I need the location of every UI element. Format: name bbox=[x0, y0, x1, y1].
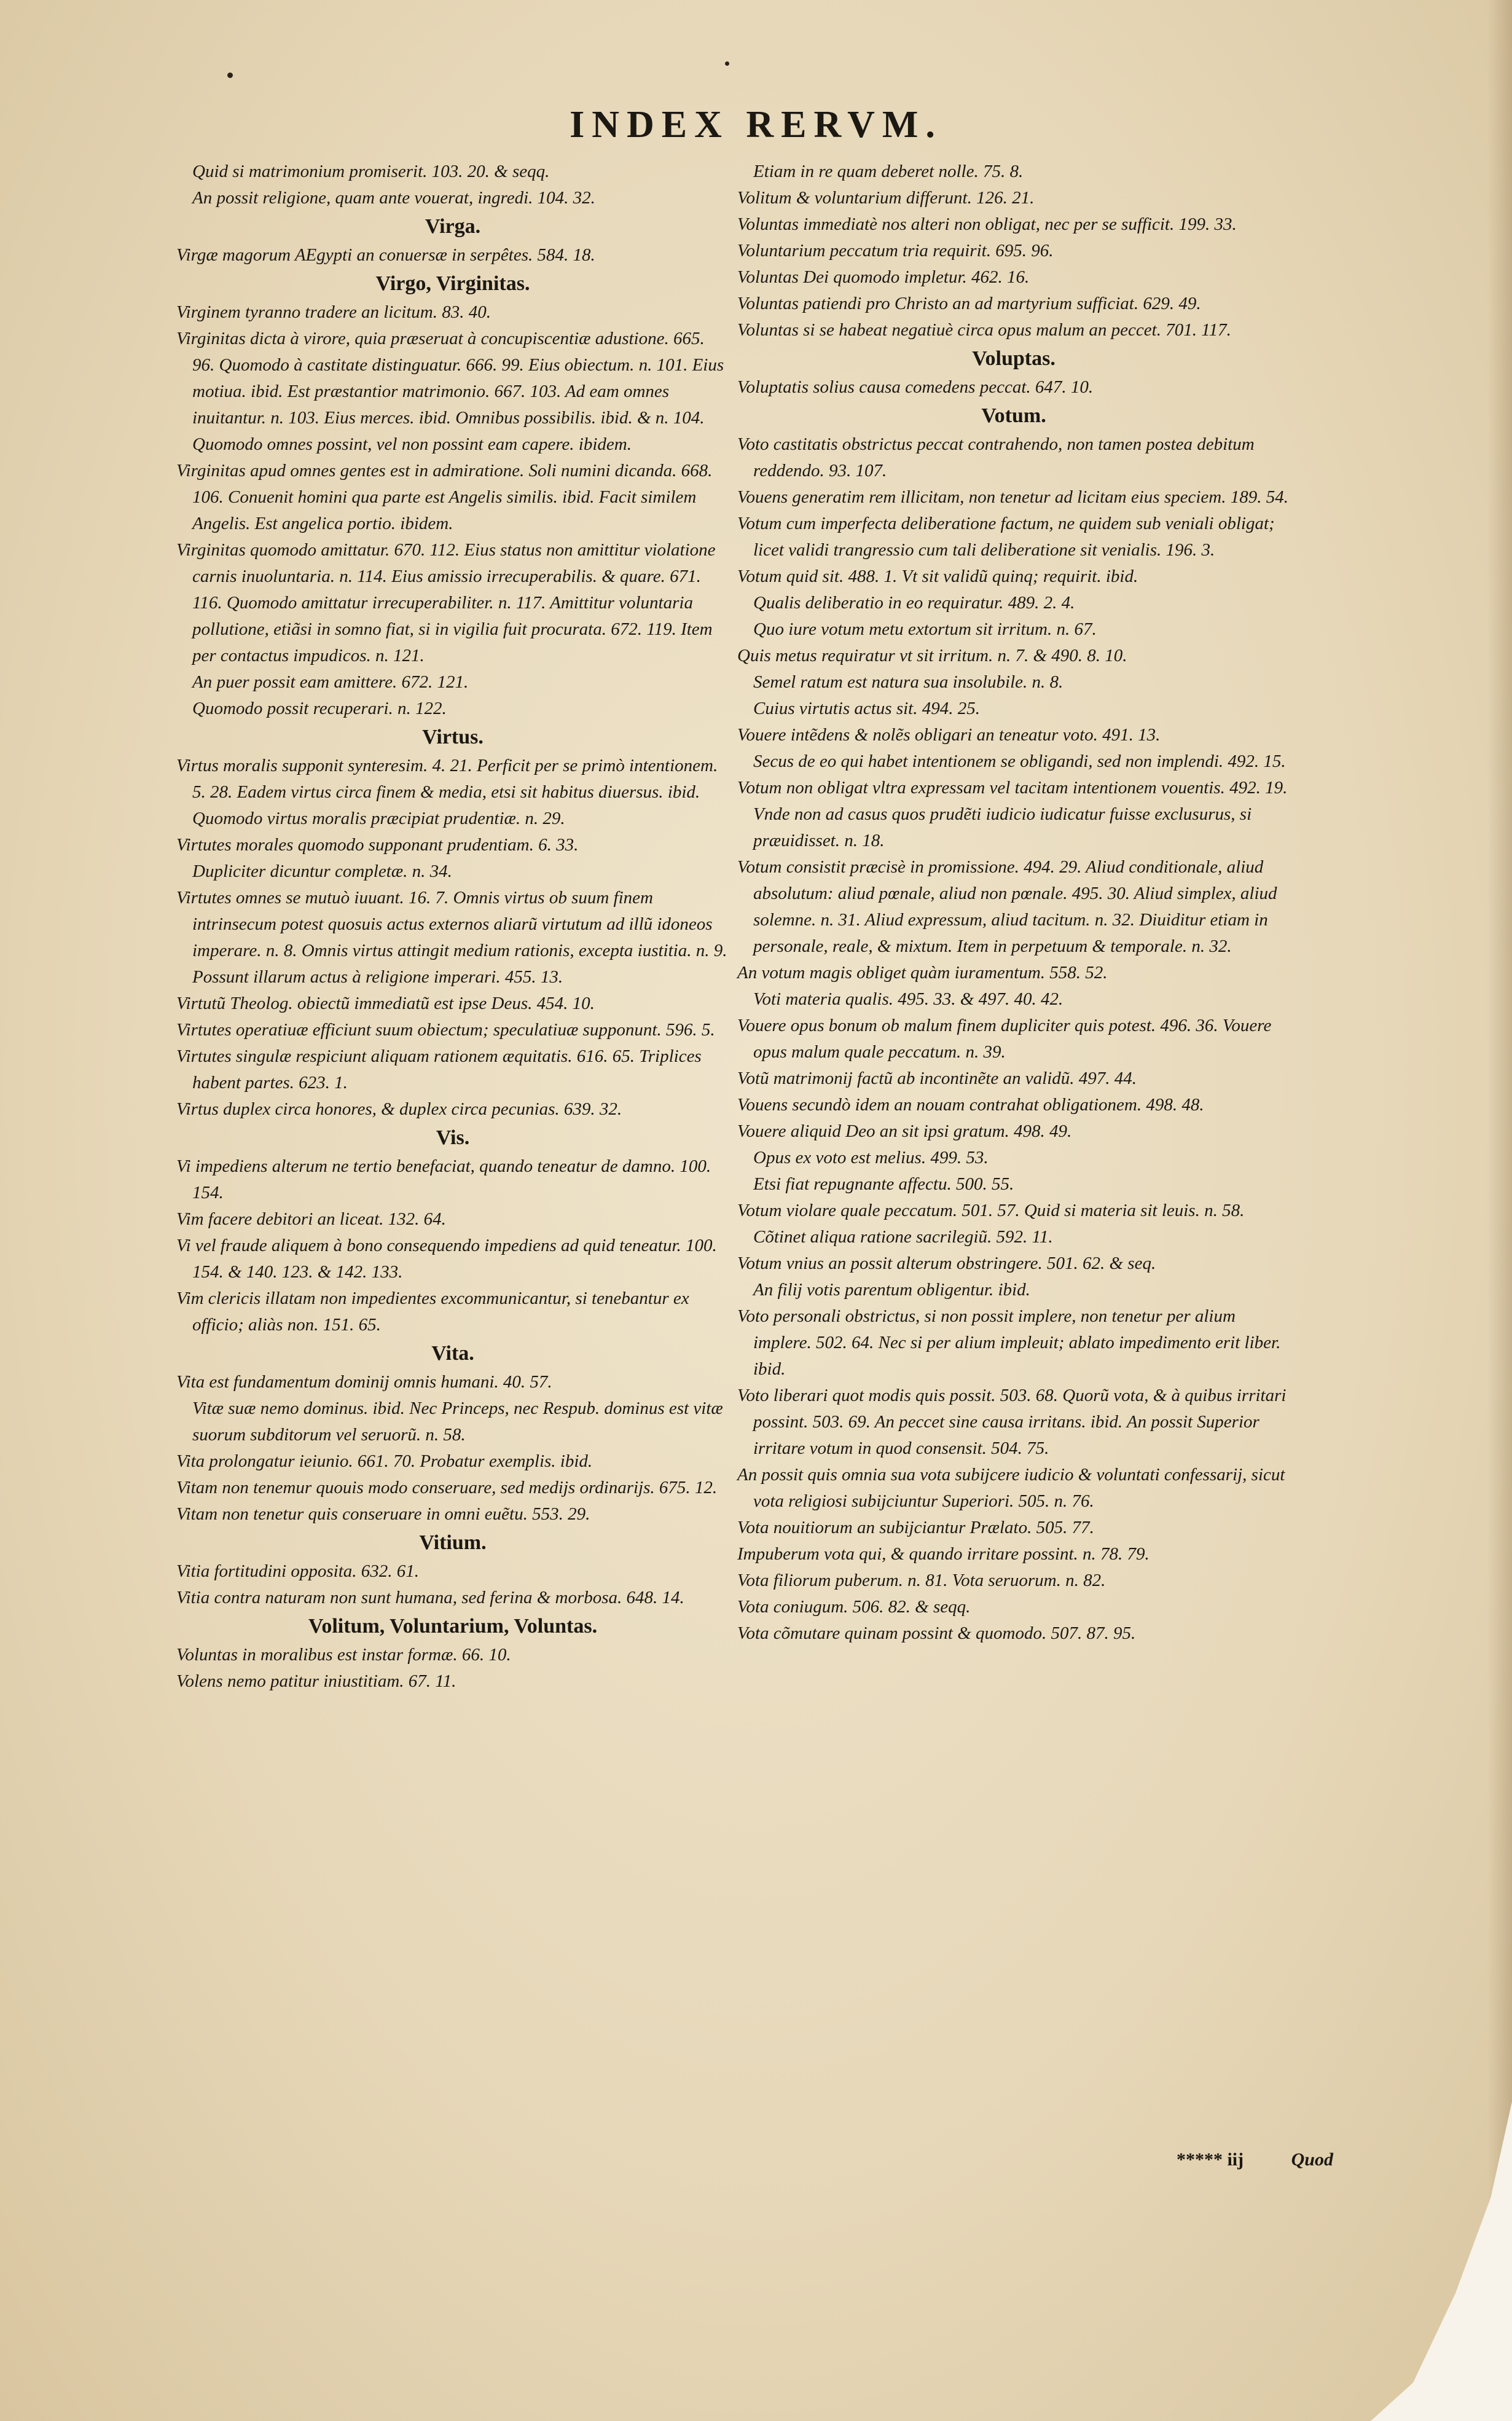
index-entry: Virtutũ Theolog. obiectũ immediatũ est ipse Deus. 454. 10. bbox=[176, 994, 595, 1013]
index-entry: Virginem tyranno tradere an licitum. 83. 40. bbox=[176, 302, 492, 322]
index-entry: Cuius virtutis actus sit. 494. 25. bbox=[753, 699, 980, 718]
index-entry: Virtutes morales quomodo supponant prudentiam. 6. 33. bbox=[176, 835, 579, 855]
page-footer bbox=[1014, 2149, 1333, 2170]
ink-spot bbox=[725, 61, 729, 66]
index-entry: Quis metus requiratur vt sit irritum. n. 7. & 490. 8. 10. bbox=[737, 646, 1127, 665]
section-heading: Votum. bbox=[981, 404, 1046, 427]
section-heading: Vita. bbox=[431, 1342, 474, 1365]
index-entry: An possit quis omnia sua vota subijcere iudicio & voluntati confessarij, sicut vota religiosi subijciuntur Superiori. 505. n. 76. bbox=[737, 1465, 1285, 1511]
index-entry: Semel ratum est natura sua insolubile. n. 8. bbox=[753, 672, 1063, 692]
index-entry: Virtus duplex circa honores, & duplex circa pecunias. 639. 32. bbox=[176, 1099, 622, 1119]
index-entry: Vita est fundamentum dominij omnis humani. 40. 57. bbox=[176, 1372, 552, 1392]
index-entry: Dupliciter dicuntur completæ. n. 34. bbox=[192, 861, 452, 881]
index-entry: Voluntas in moralibus est instar formæ. 66. 10. bbox=[176, 1645, 511, 1665]
index-entry: Volitum & voluntarium differunt. 126. 21. bbox=[737, 188, 1035, 208]
section-heading: Virgo, Virginitas. bbox=[375, 272, 530, 295]
index-entry: Virtus moralis supponit synteresim. 4. 21. Perficit per se primò intentionem. 5. 28. Eadem virtus circa finem & media, etsi sit habitus diuersus. ibid. Quomodo virtus moralis præcipiat prudentiæ. n. 29. bbox=[176, 756, 718, 828]
index-entry: Etsi fiat repugnante affectu. 500. 55. bbox=[753, 1174, 1014, 1194]
page-edge-shadow bbox=[1487, 0, 1512, 2421]
index-entry: Votum vnius an possit alterum obstringere. 501. 62. & seq. bbox=[737, 1254, 1156, 1273]
index-entry: Voluntas patiendi pro Christo an ad martyrium sufficiat. 629. 49. bbox=[737, 294, 1201, 313]
index-entry: Voluntas si se habeat negatiuè circa opus malum an peccet. 701. 117. bbox=[737, 320, 1231, 340]
index-entry: Etiam in re quam deberet nolle. 75. 8. bbox=[753, 162, 1024, 181]
page-title: INDEX RERVM. bbox=[570, 104, 942, 146]
right-column bbox=[737, 159, 1290, 1647]
section-heading: Volitum, Voluntarium, Voluntas. bbox=[308, 1615, 598, 1638]
index-entry: Virginitas quomodo amittatur. 670. 112. Eius status non amittitur violatione carnis inuoluntaria. n. 114. Eius amissio irrecuperabilis. & quare. 671. 116. Quomodo amittatur irrecuperabiliter. n. 117. Amittitur voluntaria pollutione, etiãsi in somno fiat, si in vigilia fuit procurata. 672. 119. Item per contactus impudicos. n. 121. bbox=[176, 540, 716, 665]
index-entry: Vota nouitiorum an subijciantur Prælato. 505. 77. bbox=[737, 1518, 1094, 1537]
index-entry: Virgæ magorum AEgypti an conuersæ in serpêtes. 584. 18. bbox=[176, 245, 595, 265]
index-entry: Votum cum imperfecta deliberatione factum, ne quidem sub veniali obligat; licet validi trangressio cum tali deliberatione sit venialis. 196. 3. bbox=[737, 514, 1275, 560]
index-entry: Vita prolongatur ieiunio. 661. 70. Probatur exemplis. ibid. bbox=[176, 1451, 593, 1471]
index-entry: Vouens secundò idem an nouam contrahat obligationem. 498. 48. bbox=[737, 1095, 1204, 1115]
index-entry: Votum non obligat vltra expressam vel tacitam intentionem vouentis. 492. 19. Vnde non ad casus quos prudẽti iudicio iudicatur fuisse exclusurus, si præuidisset. n. 18. bbox=[737, 778, 1288, 850]
index-entry: Secus de eo qui habet intentionem se obligandi, sed non implendi. 492. 15. bbox=[753, 751, 1286, 771]
index-entry: Opus ex voto est melius. 499. 53. bbox=[753, 1148, 989, 1167]
index-entry: Vitia contra naturam non sunt humana, sed ferina & morbosa. 648. 14. bbox=[176, 1588, 684, 1607]
index-entry: Vota cõmutare quinam possint & quomodo. 507. 87. 95. bbox=[737, 1623, 1136, 1643]
index-entry: Quo iure votum metu extortum sit irritum. n. 67. bbox=[753, 619, 1097, 639]
index-entry: Votum quid sit. 488. 1. Vt sit validũ quinq; requirit. ibid. bbox=[737, 567, 1138, 586]
index-entry: Impuberum vota qui, & quando irritare possint. n. 78. 79. bbox=[737, 1544, 1150, 1564]
index-entry: Vim clericis illatam non impedientes excommunicantur, si tenebantur ex officio; aliàs non. 151. 65. bbox=[176, 1289, 689, 1335]
catchword: Quod bbox=[1291, 2149, 1333, 2170]
index-entry: Voto castitatis obstrictus peccat contrahendo, non tamen postea debitum reddendo. 93. 107. bbox=[737, 434, 1255, 481]
section-heading: Vitium. bbox=[419, 1531, 487, 1554]
index-entry: Vitæ suæ nemo dominus. ibid. Nec Princeps, nec Respub. dominus est vitæ suorum subditorum vel seruorũ. n. 58. bbox=[192, 1399, 723, 1445]
index-entry: Virginitas dicta à virore, quia præseruat à concupiscentiæ adustione. 665. 96. Quomodo à castitate distinguatur. 666. 99. Eius obiectum. n. 101. Eius motiua. ibid. Est præstantior matrimonio. 667. 103. Ad eam omnes inuitantur. n. 103. Eius merces. ibid. Omnibus possibilis. ibid. & n. 104. Quomodo omnes possint, vel non possint eam capere. ibidem. bbox=[176, 329, 724, 454]
left-column bbox=[176, 159, 729, 1695]
index-entry: Vouens generatim rem illicitam, non tenetur ad licitam eius speciem. 189. 54. bbox=[737, 487, 1288, 507]
index-entry: Vim facere debitori an liceat. 132. 64. bbox=[176, 1209, 446, 1229]
ink-spot bbox=[227, 73, 233, 78]
index-entry: Volens nemo patitur iniustitiam. 67. 11. bbox=[176, 1671, 456, 1691]
index-entry: Vitam non tenetur quis conseruare in omni euẽtu. 553. 29. bbox=[176, 1504, 590, 1524]
index-entry: Qualis deliberatio in eo requiratur. 489. 2. 4. bbox=[753, 593, 1075, 613]
section-heading: Vis. bbox=[436, 1126, 470, 1149]
index-entry: Quomodo possit recuperari. n. 122. bbox=[192, 699, 447, 718]
index-entry: Possunt illarum actus à religione imperari. 455. 13. bbox=[192, 967, 563, 987]
index-entry: Virginitas apud omnes gentes est in admiratione. Soli numini dicanda. 668. 106. Conuenit homini qua parte est Angelis similis. ibid. Facit similem Angelis. Est angelica portio. ibidem. bbox=[176, 461, 713, 533]
index-entry: Vota coniugum. 506. 82. & seqq. bbox=[737, 1597, 971, 1617]
index-entry: An filij votis parentum obligentur. ibid. bbox=[753, 1280, 1030, 1300]
index-entry: Vouere opus bonum ob malum finem dupliciter quis potest. 496. 36. Vouere opus malum quale peccatum. n. 39. bbox=[737, 1016, 1272, 1062]
index-entry: Vouere aliquid Deo an sit ipsi gratum. 498. 49. bbox=[737, 1121, 1072, 1141]
index-entry: Vitam non tenemur quouis modo conseruare, sed medijs ordinarijs. 675. 12. bbox=[176, 1478, 718, 1497]
index-entry: Voluntarium peccatum tria requirit. 695. 96. bbox=[737, 241, 1054, 261]
index-entry: Voto personali obstrictus, si non possit implere, non tenetur per alium implere. 502. 64. Nec si per alium impleuit; ablato impedimento erit liber. ibid. bbox=[737, 1306, 1281, 1379]
index-entry: Votum consistit præcisè in promissione. 494. 29. Aliud conditionale, aliud absolutum: aliud pœnale, aliud non pœnale. 495. 30. Aliud simplex, aliud solemne. n. 31. Aliud expressum, aliud tacitum. n. 32. Diuiditur etiam in personale, reale, & mixtum. Item in perpetuum & temporale. n. 32. bbox=[737, 857, 1277, 956]
index-entry: Vota filiorum puberum. n. 81. Vota seruorum. n. 82. bbox=[737, 1571, 1106, 1590]
index-entry: Virtutes singulæ respiciunt aliquam rationem æquitatis. 616. 65. Triplices habent partes. 623. 1. bbox=[176, 1046, 702, 1093]
index-entry: Voluntas immediatè nos alteri non obligat, nec per se sufficit. 199. 33. bbox=[737, 214, 1237, 234]
index-entry: Votum violare quale peccatum. 501. 57. Quid si materia sit leuis. n. 58. Cõtinet aliqua ratione sacrilegiũ. 592. 11. bbox=[737, 1201, 1245, 1247]
index-entry: Voti materia qualis. 495. 33. & 497. 40. 42. bbox=[753, 989, 1063, 1009]
index-entry: An votum magis obliget quàm iuramentum. 558. 52. bbox=[737, 963, 1108, 983]
index-entry: Virtutes operatiuæ efficiunt suum obiectum; speculatiuæ supponunt. 596. 5. bbox=[176, 1020, 715, 1040]
index-entry: Quid si matrimonium promiserit. 103. 20. & seqq. bbox=[192, 162, 550, 181]
section-heading: Virtus. bbox=[422, 726, 484, 748]
index-entry: Voluptatis solius causa comedens peccat. 647. 10. bbox=[737, 377, 1094, 397]
index-entry: Virtutes omnes se mutuò iuuant. 16. 7. Omnis virtus ob suum finem intrinsecum potest quosuis actus externos aliarũ virtutum ad illũ idoneos imperare. n. 8. Omnis virtus attingit medium rationis, excepta iustitia. n. 9. bbox=[176, 888, 727, 960]
index-entry: Vitia fortitudini opposita. 632. 61. bbox=[176, 1561, 420, 1581]
section-heading: Voluptas. bbox=[972, 347, 1056, 370]
index-entry: An possit religione, quam ante vouerat, ingredi. 104. 32. bbox=[192, 188, 595, 208]
signature-mark: ***** iij bbox=[1176, 2149, 1244, 2170]
index-entry: Vouere intẽdens & nolẽs obligari an teneatur voto. 491. 13. bbox=[737, 725, 1161, 745]
index-entry: Vi vel fraude aliquem à bono consequendo impediens ad quid teneatur. 100. 154. & 140. 123. & 142. 133. bbox=[176, 1236, 717, 1282]
index-entry: Votũ matrimonij factũ ab incontinẽte an validũ. 497. 44. bbox=[737, 1069, 1137, 1088]
index-entry: An puer possit eam amittere. 672. 121. bbox=[192, 672, 469, 692]
index-entry: Voto liberari quot modis quis possit. 503. 68. Quorũ vota, & à quibus irritari possint. 503. 69. An peccet sine causa irritans. ibid. An possit Superior irritare votum in quod consensit. 504. 75. bbox=[737, 1386, 1287, 1458]
section-heading: Virga. bbox=[425, 215, 481, 238]
index-entry: Vi impediens alterum ne tertio benefaciat, quando teneatur de damno. 100. 154. bbox=[176, 1156, 711, 1203]
index-entry: Voluntas Dei quomodo impletur. 462. 16. bbox=[737, 267, 1030, 287]
